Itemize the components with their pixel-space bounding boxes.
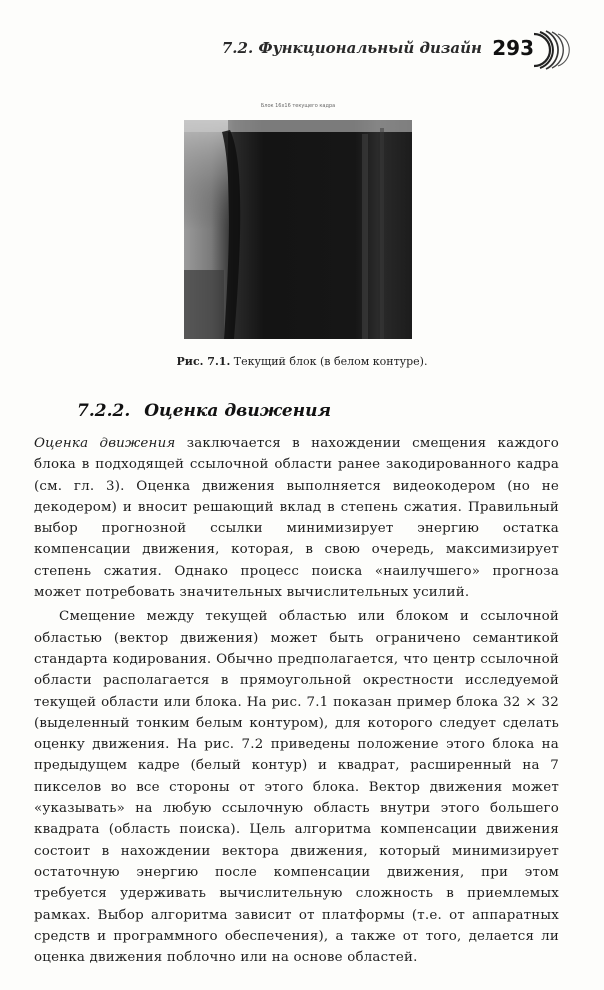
current-frame-image [184,120,412,339]
section-heading [77,401,331,421]
page-header [0,30,574,70]
caption-text: Текущий блок (в белом контуре). [233,355,428,368]
paragraph-1-term: Оценка движения [34,436,176,451]
section-number: 7.2.2. [77,401,131,421]
paragraph-2: Смещение между текущей областью или блоком и ссылочной областью (вектор движения) может быть ограничено семантикой стандарта кодирования. Обычно предполагается, что центр ссылочной области располагается в прямоугольной окрестности исследуемой текущей области или блока. На рис. 7.1 показан пример блока 32 × 32 (выделенный тонким белым контуром), для которого следует сделать оценку движения. На рис. 7.2 приведены положение этого блока на предыдущем кадре (белый контур) и квадрат, расширенный на 7 пикселов во все стороны от этого блока. Вектор движения может «указывать» на любую ссылочную область внутри этого большего квадрата (область поиска). Цель алгоритма компенсации движения состоит в нахождении вектора движения, который минимизирует остаточную энергию после компенсации движения, при этом требуется удерживать вычислительную сложность в приемлемых рамках. Выбор алгоритма зависит от платформы (т.е. от аппаратных средств и программного обеспечения), а также от того, делается ли оценка движения поблочно или на основе областей. [34,609,559,966]
paragraph-1 [34,433,559,603]
figure-caption [0,355,604,368]
running-title: 7.2. Функциональный дизайн [221,39,482,57]
page-number: 293 [492,36,534,60]
paragraph-1-text: заключается в нахождении смещения каждого блока в подходящей ссылочной области ранее закодированного кадра (см. гл. 3). Оценка движения выполняется видеокодером (но не декодером) и вносит решающий вклад в степень сжатия. Правильный выбор прогнозной ссылки минимизирует энергию остатка компенсации движения, которая, в свою очередь, максимизирует степень сжатия. Однако процесс поиска «наилучшего» прогноза может потребовать значительных вычислительных усилий. [34,436,559,601]
page-corner-arcs-icon [530,30,574,70]
figure-7-1 [184,103,412,339]
caption-label: Рис. 7.1. [176,355,231,368]
body-text [34,433,559,968]
section-title: Оценка движения [144,401,332,421]
figure-image-label: Блок 16x16 текущего кадра [260,103,336,109]
